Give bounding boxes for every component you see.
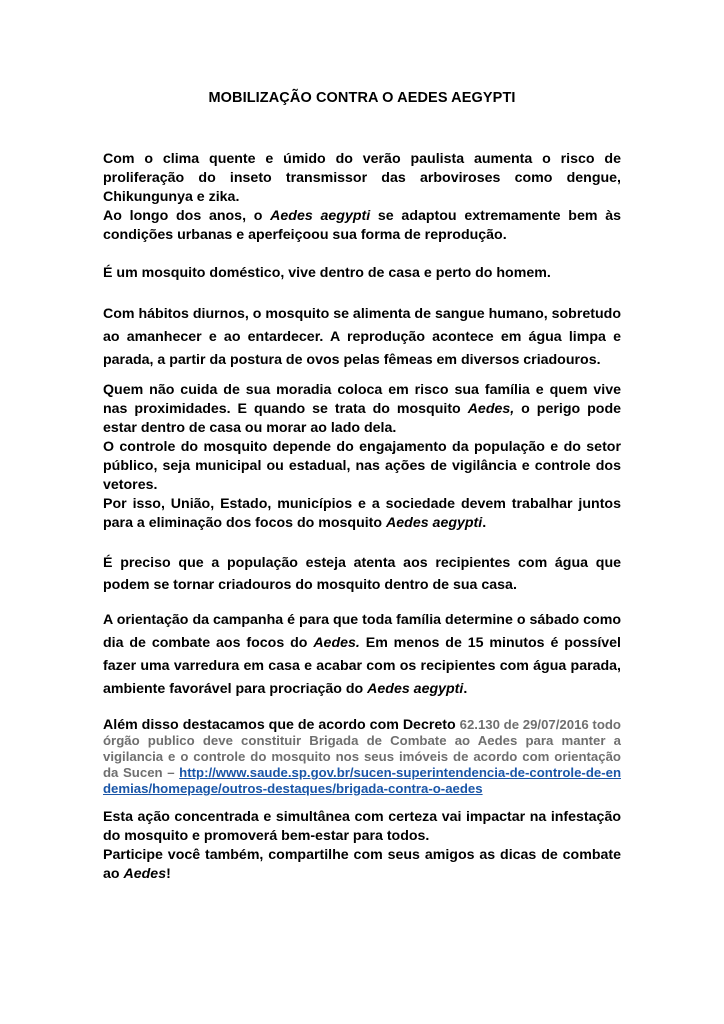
paragraph-habits: Com hábitos diurnos, o mosquito se alimenta de sangue humano, sobretudo ao amanhecer e ao entardecer. A reprodução acontece em água limpa e parada, a partir da postura de ovos pelas fêmeas em diversos criadouros. — [103, 306, 621, 368]
text: Por isso, União, Estado, municípios e a sociedade devem trabalhar juntos para a eliminação dos focos do mosquito — [103, 496, 621, 531]
species-name: Aedes — [123, 866, 167, 882]
species-name: Aedes aegypti — [270, 208, 371, 224]
paragraph-climate: Com o clima quente e úmido do verão paulista aumenta o risco de proliferação do inseto transmissor das arboviroses como dengue, Chikungunya e zika. — [103, 151, 621, 205]
paragraph-control: O controle do mosquito depende do engajamento da população e do setor público, seja municipal ou estadual, nas ações de vigilância e controle dos vetores. — [103, 439, 621, 493]
text: . — [482, 515, 487, 531]
paragraph-participate — [103, 846, 621, 884]
paragraph-domestic: É um mosquito doméstico, vive dentro de casa e perto do homem. — [103, 265, 551, 281]
text: Em menos de 15 minutos é possível fazer uma varredura em casa e acabar com os recipientes com água parada, ambiente favorável para procriação do — [103, 635, 621, 697]
document-title: MOBILIZAÇÃO CONTRA O AEDES AEGYPTI — [208, 90, 516, 106]
text: Além disso destacamos que de acordo com Decreto — [103, 717, 460, 733]
text: Participe você também, compartilhe com seus amigos as dicas de combate ao — [103, 847, 621, 882]
text: A orientação da campanha é para que toda família determine o sábado como dia de combate aos focos do — [103, 612, 621, 651]
paragraph-cooperation — [103, 495, 621, 533]
text: Quem não cuida de sua moradia coloca em risco sua família e quem vive nas proximidades. E quando se trata do mosquito — [103, 382, 621, 417]
species-name: Aedes. — [313, 635, 360, 651]
species-name: Aedes aegypti — [386, 515, 483, 531]
paragraph-attention: É preciso que a população esteja atenta aos recipientes com água que podem se tornar criadouros do mosquito dentro de sua casa. — [103, 555, 621, 593]
decree-text: 62.130 de 29/07/2016 todo órgão publico deve constituir Brigada de Combate ao Aedes para manter a vigilancia e o controle do mosquito nos seus imóveis de acordo com orientação da Sucen – — [103, 717, 621, 780]
text: ! — [166, 866, 171, 882]
species-name: Aedes, — [467, 401, 515, 417]
text: . — [463, 681, 468, 697]
text: Ao longo dos anos, o — [103, 208, 271, 224]
paragraph-decree — [103, 717, 621, 797]
brigade-link[interactable]: http://www.saude.sp.gov.br/sucen-superintendencia-de-controle-de-endemias/homepage/outros-destaques/brigada-contra-o-aedes — [103, 765, 621, 796]
text: se adaptou extremamente bem às condições urbanas e aperfeiçoou sua forma de reprodução. — [103, 208, 621, 243]
paragraph-impact: Esta ação concentrada e simultânea com certeza vai impactar na infestação do mosquito e promoverá bem-estar para todos. — [103, 809, 621, 844]
text: o perigo pode estar dentro de casa ou morar ao lado dela. — [103, 401, 621, 436]
paragraph-campaign — [103, 609, 621, 701]
paragraph-risk — [103, 381, 621, 438]
paragraph-adaptation — [103, 207, 621, 245]
species-name: Aedes aegypti — [367, 681, 464, 697]
